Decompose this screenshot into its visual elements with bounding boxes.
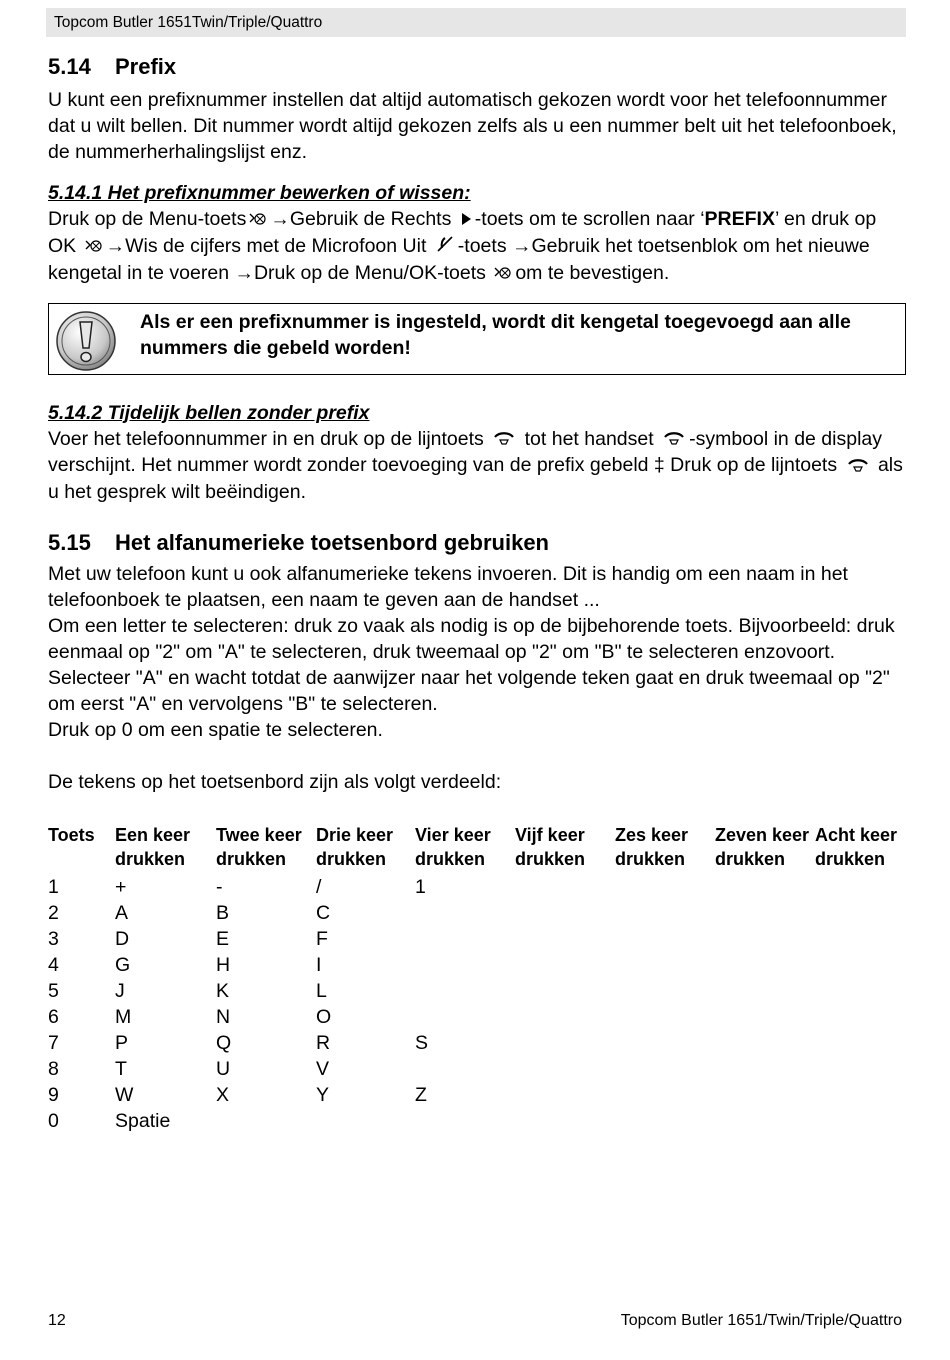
table-cell — [715, 900, 815, 926]
table-cell: 9 — [48, 1084, 59, 1107]
menu-ok-key-icon — [85, 234, 103, 260]
table-cell: 1 — [415, 876, 426, 899]
table-cell — [815, 1056, 906, 1082]
table-row — [48, 952, 906, 978]
table-row — [48, 1082, 906, 1108]
table-header-cell — [216, 823, 316, 874]
table-cell: N — [216, 1006, 231, 1029]
table-cell: Z — [415, 1084, 427, 1107]
section-title: Het alfanumerieke toetsenbord gebruiken — [115, 530, 549, 556]
table-cell — [515, 1004, 615, 1030]
table-cell — [415, 1108, 515, 1134]
table-cell — [815, 1108, 906, 1134]
table-cell — [515, 1108, 615, 1134]
table-cell — [715, 926, 815, 952]
handset-symbol-icon — [662, 426, 686, 452]
table-cell: C — [316, 902, 331, 925]
table-cell — [815, 978, 906, 1004]
header-line: drukken — [216, 849, 287, 870]
instruction-text: →Gebruik de Rechts — [270, 208, 452, 230]
header-line: Vijf keer — [515, 825, 585, 846]
table-cell — [316, 1108, 415, 1134]
table-cell: M — [115, 1006, 132, 1029]
table-cell: G — [115, 954, 131, 977]
table-cell: U — [216, 1058, 231, 1081]
table-cell — [415, 978, 515, 1004]
table-cell: 2 — [48, 902, 59, 925]
exclamation-icon — [55, 310, 117, 377]
line-key-icon — [492, 426, 516, 452]
table-cell — [515, 978, 615, 1004]
table-cell — [615, 1004, 715, 1030]
header-line: Toets — [48, 825, 95, 846]
table-cell — [515, 1082, 615, 1108]
table-cell: I — [316, 954, 322, 977]
instruction-text: als u het gesprek wilt beëindigen. — [48, 454, 903, 504]
table-cell: J — [115, 980, 125, 1003]
table-cell — [715, 1030, 815, 1056]
table-cell — [715, 978, 815, 1004]
alphanumeric-instructions: Om een letter te selecteren: druk zo vaak als nodig is op de bijbehorende toets. Bijvoorbeeld: druk eenmaal op "2" om "A" te selecteren, druk tweemaal op "2" om "B" te selecteren enzovoort. Selecteer "A" en wacht totdat de aanwijzer naar het volgende teken gaat en druk tweemaal op "2" om eerst "A" en vervolgens "B" te selecteren. — [48, 615, 895, 716]
table-cell — [515, 1056, 615, 1082]
table-cell: V — [316, 1058, 330, 1081]
table-row — [48, 1004, 906, 1030]
table-cell: T — [115, 1058, 127, 1081]
table-cell — [615, 1108, 715, 1134]
header-line: drukken — [115, 849, 186, 870]
table-cell — [815, 926, 906, 952]
header-line: drukken — [815, 849, 886, 870]
table-cell — [615, 900, 715, 926]
line-key-icon — [846, 453, 870, 479]
table-cell — [815, 874, 906, 900]
page-header — [46, 8, 906, 37]
header-line: Een keer — [115, 825, 191, 846]
instruction-text: tot het handset — [524, 427, 654, 450]
table-cell — [615, 1030, 715, 1056]
header-line — [48, 847, 115, 871]
table-row — [48, 1030, 906, 1056]
header-line: Twee keer — [216, 825, 302, 846]
menu-ok-key-icon — [494, 261, 512, 287]
table-cell — [715, 1082, 815, 1108]
table-cell: L — [316, 980, 327, 1003]
table-cell — [615, 978, 715, 1004]
table-cell — [615, 952, 715, 978]
table-row — [48, 1108, 906, 1134]
table-cell — [715, 952, 815, 978]
table-header-cell — [515, 823, 615, 874]
keyboard-character-table — [48, 823, 906, 1134]
table-cell — [815, 1004, 906, 1030]
section-number: 5.14 — [48, 54, 91, 79]
table-cell — [815, 1082, 906, 1108]
table-cell — [515, 952, 615, 978]
without-prefix-instructions — [48, 426, 906, 506]
table-cell — [815, 1030, 906, 1056]
table-cell — [715, 1056, 815, 1082]
table-row — [48, 1056, 906, 1082]
table-cell — [715, 874, 815, 900]
header-line: Zes keer — [615, 825, 689, 846]
alphanumeric-intro: Met uw telefoon kunt u ook alfanumerieke tekens invoeren. Dit is handig om een naam in het telefoonboek te plaatsen, een naam te geven aan de handset ... — [48, 563, 848, 612]
table-cell — [615, 1056, 715, 1082]
table-cell: O — [316, 1006, 332, 1029]
table-cell: 5 — [48, 980, 59, 1003]
table-row — [48, 926, 906, 952]
table-cell — [415, 1056, 515, 1082]
table-row — [48, 874, 906, 900]
subsection-heading-edit-prefix: 5.14.1 Het prefixnummer bewerken of wissen: — [48, 182, 471, 204]
table-header-cell — [615, 823, 715, 874]
table-cell: D — [115, 928, 130, 951]
section-title: Prefix — [115, 54, 177, 79]
table-cell: 7 — [48, 1032, 59, 1055]
table-cell — [515, 1030, 615, 1056]
header-line: Vier keer — [415, 825, 491, 846]
table-cell: - — [216, 876, 223, 899]
subsection-heading-without-prefix: 5.14.2 Tijdelijk bellen zonder prefix — [48, 401, 370, 424]
table-cell: A — [115, 902, 129, 925]
table-cell: 1 — [48, 876, 59, 899]
alphanumeric-space: Druk op 0 om een spatie te selecteren. — [48, 719, 383, 742]
section-heading-prefix — [48, 53, 906, 81]
table-cell: + — [115, 876, 127, 899]
table-cell — [415, 926, 515, 952]
table-row — [48, 978, 906, 1004]
table-header-row — [48, 823, 906, 874]
table-cell: B — [216, 902, 230, 925]
edit-prefix-instructions — [48, 206, 906, 287]
table-cell — [515, 900, 615, 926]
section-heading-alphanumeric — [48, 529, 906, 557]
table-header-cell — [715, 823, 815, 874]
table-cell: E — [216, 928, 230, 951]
table-header-cell — [115, 823, 216, 874]
table-cell: S — [415, 1032, 429, 1055]
instruction-text: →Wis de cijfers met de Microfoon Uit — [105, 234, 427, 257]
table-cell — [715, 1004, 815, 1030]
table-cell: / — [316, 876, 322, 899]
right-arrow-key-icon — [460, 207, 472, 233]
instruction-text: Voer het telefoonnummer in en druk op de lijntoets — [48, 427, 484, 450]
table-cell: Q — [216, 1032, 232, 1055]
section-number: 5.15 — [48, 530, 91, 556]
keyboard-distribution-intro: De tekens op het toetsenbord zijn als volgt verdeeld: — [48, 771, 502, 794]
prefix-intro: U kunt een prefixnummer instellen dat altijd automatisch gekozen wordt voor het telefoonnummer dat u wilt bellen. Dit nummer wordt altijd gekozen zelfs als u een nummer belt uit het telefoonboek, de nummerherhalingslijst enz. — [48, 89, 897, 163]
table-cell — [216, 1108, 316, 1134]
microphone-mute-key-icon — [435, 234, 455, 260]
header-line: drukken — [515, 849, 586, 870]
table-cell: 0 — [48, 1110, 59, 1133]
table-cell: K — [216, 980, 230, 1003]
table-cell — [515, 874, 615, 900]
table-cell: 8 — [48, 1058, 59, 1081]
table-cell — [615, 1082, 715, 1108]
table-header-cell — [815, 823, 906, 874]
table-cell — [715, 1108, 815, 1134]
header-title: Topcom Butler 1651Twin/Triple/Quattro — [54, 14, 323, 31]
header-line: Acht keer — [815, 825, 898, 846]
header-line: Zeven keer — [715, 825, 810, 846]
table-row — [48, 900, 906, 926]
table-cell — [815, 900, 906, 926]
prefix-menu-label: PREFIX — [704, 208, 775, 230]
table-cell: H — [216, 954, 231, 977]
page-content — [48, 53, 906, 1134]
table-cell — [415, 900, 515, 926]
table-cell: Y — [316, 1084, 330, 1107]
table-cell: F — [316, 928, 328, 951]
table-cell: Spatie — [115, 1110, 171, 1133]
table-cell: 6 — [48, 1006, 59, 1029]
header-line: drukken — [316, 849, 387, 870]
table-header-cell — [415, 823, 515, 874]
table-cell: X — [216, 1084, 230, 1107]
header-line: drukken — [415, 849, 486, 870]
instruction-text: -toets om te scrollen naar ‘ — [474, 208, 705, 230]
table-cell — [415, 952, 515, 978]
table-cell: P — [115, 1032, 129, 1055]
instruction-text: ’ en druk op OK — [48, 208, 877, 257]
warning-note — [48, 303, 906, 375]
menu-ok-key-icon — [249, 207, 267, 233]
table-cell: W — [115, 1084, 134, 1107]
warning-text: Als er een prefixnummer is ingesteld, wordt dit kengetal toegevoegd aan alle nummers die gebeld worden! — [140, 310, 851, 359]
table-cell — [515, 926, 615, 952]
footer-page-number: 12 — [48, 1312, 66, 1329]
table-cell — [815, 952, 906, 978]
table-cell: 4 — [48, 954, 59, 977]
header-line: drukken — [715, 849, 786, 870]
table-header-cell — [48, 823, 115, 874]
instruction-text: -symbool in de display verschijnt. Het nummer wordt zonder toevoeging van de prefix gebeld ‡ Druk op de lijntoets — [48, 427, 883, 477]
table-header-cell — [316, 823, 415, 874]
table-cell: 3 — [48, 928, 59, 951]
table-cell: R — [316, 1032, 331, 1055]
table-cell — [415, 1004, 515, 1030]
instruction-text: om te bevestigen. — [515, 261, 670, 284]
header-line: Drie keer — [316, 825, 394, 846]
instruction-text: Druk op de Menu-toets — [48, 208, 247, 230]
table-cell — [615, 926, 715, 952]
header-line: drukken — [615, 849, 686, 870]
instruction-text: -toets →Gebruik het toetsenblok om het nieuwe kengetal in te voeren →Druk op de Menu/OK-toets — [48, 234, 870, 284]
footer-title: Topcom Butler 1651/Twin/Triple/Quattro — [620, 1312, 902, 1329]
table-cell — [615, 874, 715, 900]
